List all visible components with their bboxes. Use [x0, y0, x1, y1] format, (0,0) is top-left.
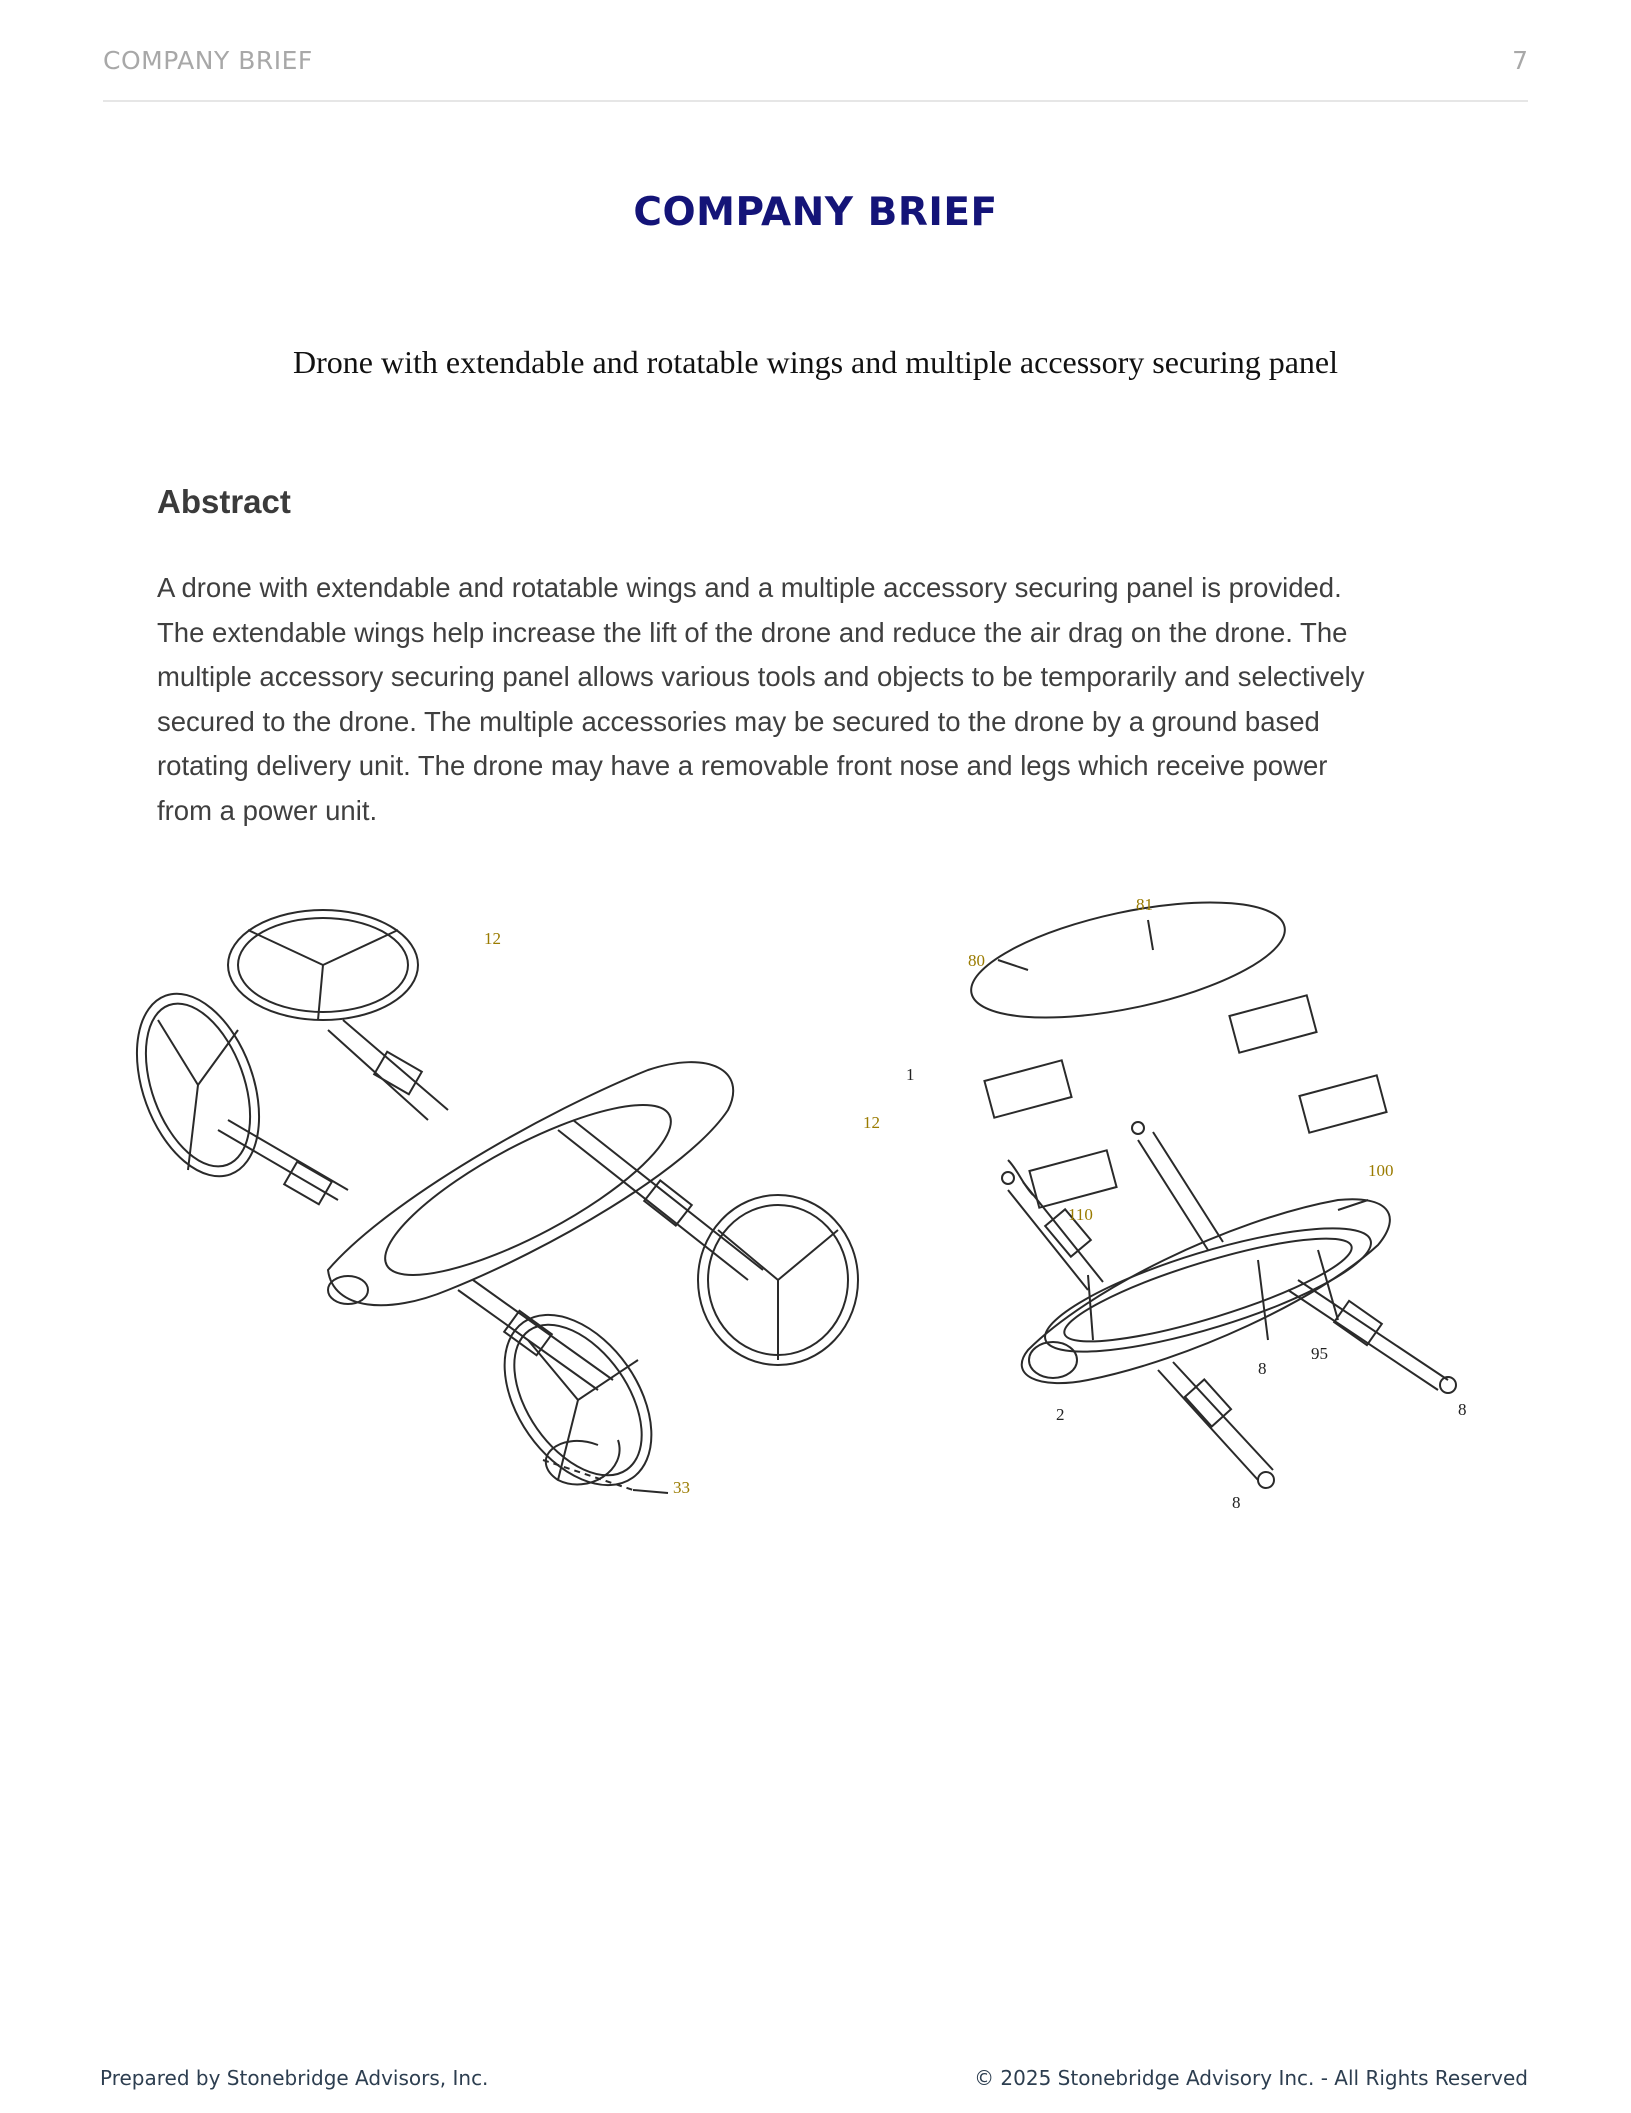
ref-label-33: 33 — [673, 1478, 690, 1497]
abstract-text — [157, 566, 1457, 833]
page-number: 7 — [1512, 46, 1528, 75]
abstract-line: multiple accessory securing panel allows various tools and objects to be temporarily and selectively — [157, 661, 1365, 692]
ref-label-8: 8 — [1258, 1359, 1267, 1378]
ref-label-2: 2 — [1056, 1405, 1065, 1424]
drone-accessory-panel-drawing — [962, 880, 1456, 1488]
propeller-guard — [228, 910, 418, 1020]
ref-label-100: 100 — [1368, 1161, 1394, 1180]
page-title: COMPANY BRIEF — [633, 190, 998, 235]
abstract-line: from a power unit. — [157, 794, 378, 826]
patent-drawing-figure — [128, 870, 1518, 1510]
running-header — [103, 46, 1528, 102]
footer-copyright: © 2025 Stonebridge Advisory Inc. - All Rights Reserved — [974, 2066, 1528, 2090]
footer-prepared-by: Prepared by Stonebridge Advisors, Inc. — [100, 2066, 489, 2090]
header-title: COMPANY BRIEF — [103, 46, 313, 75]
ref-label-1: 1 — [906, 1065, 915, 1084]
abstract-line: The extendable wings help increase the lift of the drone and reduce the air drag on the drone. The — [157, 616, 1348, 648]
drone-extended-wings-drawing — [128, 910, 858, 1510]
abstract-line: rotating delivery unit. The drone may have a removable front nose and legs which receive power — [157, 750, 1328, 781]
ref-label-95: 95 — [1311, 1344, 1328, 1363]
abstract-heading: Abstract — [157, 483, 291, 520]
ref-label-110: 110 — [1068, 1205, 1093, 1224]
ref-label-80: 80 — [968, 951, 985, 970]
ref-label-12: 12 — [863, 1113, 880, 1132]
ref-label-8: 8 — [1232, 1493, 1241, 1510]
abstract-line: secured to the drone. The multiple accessories may be secured to the drone by a ground based — [157, 705, 1320, 737]
ref-label-8: 8 — [1458, 1400, 1467, 1419]
ref-label-81: 81 — [1136, 895, 1153, 914]
abstract-line: A drone with extendable and rotatable wings and a multiple accessory securing panel is provided. — [157, 572, 1342, 603]
propeller-guard — [128, 977, 282, 1193]
document-subtitle: Drone with extendable and rotatable wings and multiple accessory securing panel — [293, 344, 1338, 380]
propeller-guard — [474, 1288, 681, 1510]
ref-label-12: 12 — [484, 929, 501, 948]
propeller-guard — [698, 1195, 858, 1365]
